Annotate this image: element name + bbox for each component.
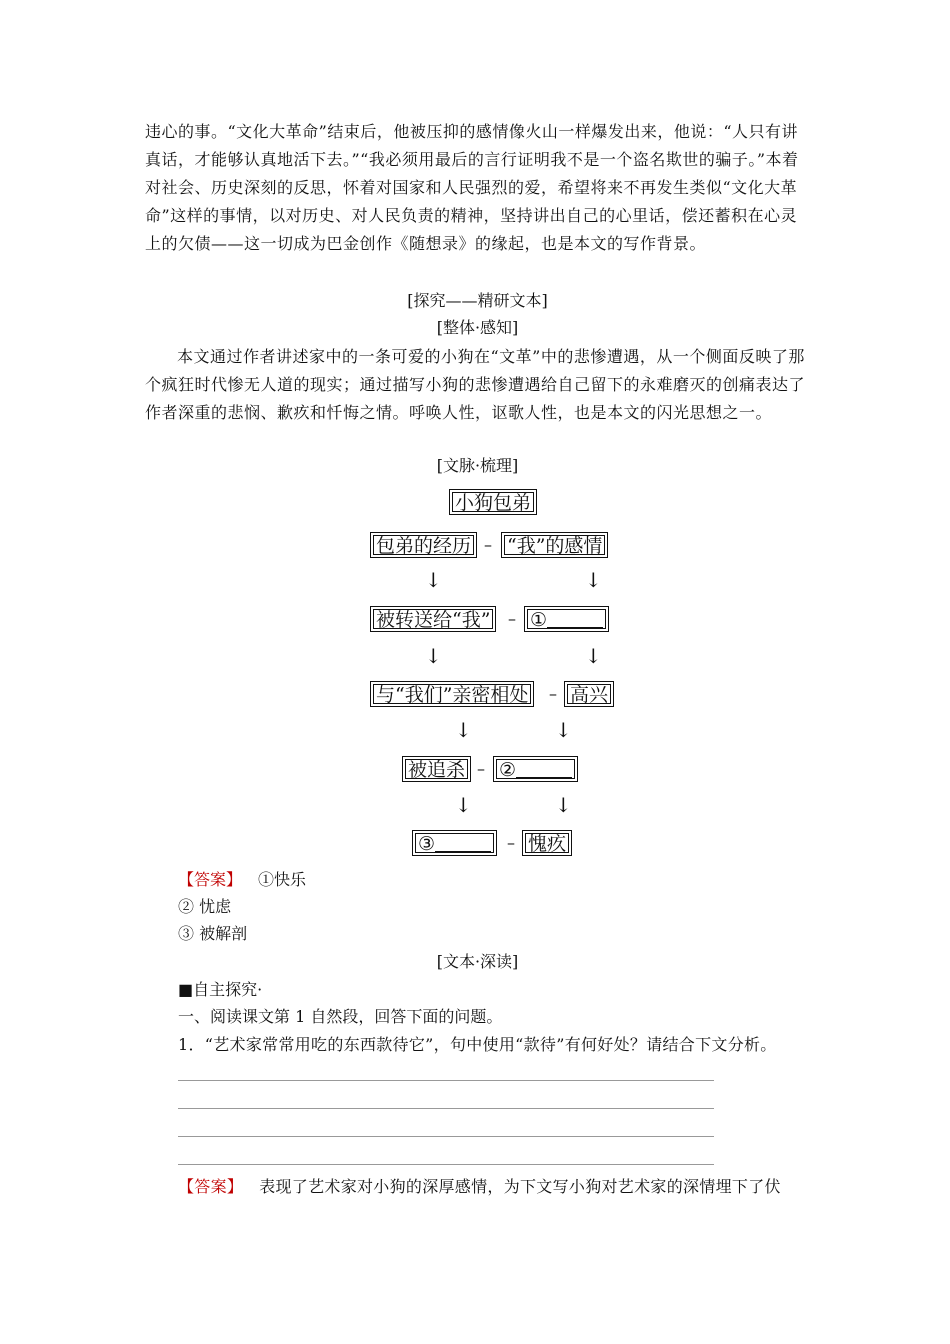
section-overall-heading: [整体·感知] [436,318,519,337]
answer-tag: 【答案】 [178,870,243,889]
arrow-down-icon: ↓ [585,568,602,592]
intro-paragraph: 违心的事。“文化大革命”结束后，他被压抑的感情像火山一样爆发出来，他说：“人只有讲真话，才能够认真地活下去。”“我必须用最后的言行证明我不是一个盗名欺世的骗子。”本着对社会、历史深刻的反思，怀着对国家和人民强烈的爱，希望将来不再发生类似“文化大革命”这样的事情，以对历史、对人民负责的精神，坚持讲出自己的心里话，偿还蓄积在心灵上的欠债——这一切成为巴金创作《随想录》的缘起，也是本文的写作背景。 [145,122,799,253]
diagram-title-box: 小狗包弟 [449,489,537,515]
answer-1: ①快乐 [258,870,307,889]
section-explore-heading: [探究——精研文本] [407,291,548,310]
self-explore-heading: ■自主探究· [178,980,263,999]
answer-writing-line [178,1080,714,1081]
answer-line-4 [178,1174,781,1200]
blank-line [547,609,603,628]
diagram-dash: – [484,535,492,554]
diagram-dash: – [549,684,557,703]
diagram-row3-right [493,756,578,782]
diagram-row2-left: 与“我们”亲密相处 [370,681,534,707]
diagram-header-right: “我”的感情 [501,532,608,558]
diagram-row2-right: 高兴 [564,681,614,707]
diagram-row1-left: 被转送给“我” [370,606,496,632]
diagram-row3-left: 被追杀 [402,756,471,782]
answer-line-3: ③ 被解剖 [178,924,248,943]
arrow-down-icon: ↓ [425,568,442,592]
answer-line-2: ② 忧虑 [178,897,232,916]
arrow-down-icon: ↓ [585,644,602,668]
diagram-row1-right [524,606,609,632]
answer-writing-line [178,1136,714,1137]
diagram-dash: – [507,833,515,852]
arrow-down-icon: ↓ [455,718,472,742]
answer-line-1 [178,867,306,893]
blank-number: ① [530,609,548,631]
part-one-heading: 一、阅读课文第 1 自然段，回答下面的问题。 [178,1007,503,1026]
blank-number: ② [499,759,517,781]
diagram-row4-left [412,830,497,856]
blank-line [435,833,491,852]
answer-tag: 【答案】 [178,1177,244,1196]
section-structure-heading: [文脉·梳理] [436,456,519,475]
diagram-dash: – [477,759,485,778]
arrow-down-icon: ↓ [425,644,442,668]
blank-line [516,759,572,778]
arrow-down-icon: ↓ [555,793,572,817]
section-deep-heading: [文本·深读] [436,952,519,971]
diagram-dash: – [508,609,516,628]
diagram-header-left: 包弟的经历 [370,532,477,558]
question-1: 1．“艺术家常常用吃的东西款待它”，句中使用“款待”有何好处？请结合下文分析。 [178,1035,777,1054]
blank-number: ③ [418,833,436,855]
answer-2: 表现了艺术家对小狗的深厚感情，为下文写小狗对艺术家的深情埋下了伏 [259,1177,781,1196]
arrow-down-icon: ↓ [455,793,472,817]
diagram-row4-right: 愧疚 [522,830,572,856]
answer-writing-line [178,1164,714,1165]
arrow-down-icon: ↓ [555,718,572,742]
overall-paragraph: 本文通过作者讲述家中的一条可爱的小狗在“文革”中的悲惨遭遇，从一个侧面反映了那个疯狂时代惨无人道的现实；通过描写小狗的悲惨遭遇给自己留下的永难磨灭的创痛表达了作者深重的悲悯、歉疚和忏悔之情。呼唤人性，讴歌人性，也是本文的闪光思想之一。 [145,347,806,422]
answer-writing-line [178,1108,714,1109]
